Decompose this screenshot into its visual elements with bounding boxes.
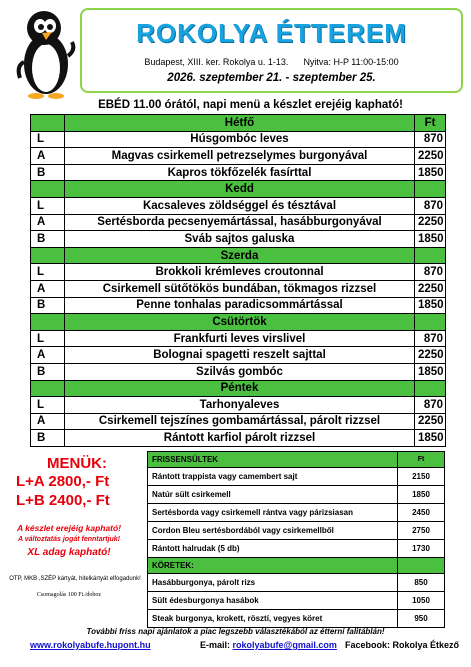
menu-dish: Sváb sajtos galuska: [65, 231, 415, 248]
menu-code: B: [31, 430, 65, 447]
menu-item-row: [31, 164, 446, 181]
menu-code: B: [31, 231, 65, 248]
section-title: KÖRETEK:: [148, 558, 398, 574]
day-header-row: [31, 181, 446, 198]
side-price: 1730: [398, 540, 445, 558]
menu-item-row: [31, 214, 446, 231]
day-name: Szerda: [65, 247, 415, 264]
email-link[interactable]: rokolyabufe@gmail.com: [232, 640, 337, 650]
side-price: 850: [398, 574, 445, 592]
side-item-row: [148, 468, 445, 486]
menu-price: 1850: [415, 164, 446, 181]
menu-dish: Frankfurti leves virslivel: [65, 330, 415, 347]
menu-price: 870: [415, 197, 446, 214]
menu-price: 870: [415, 397, 446, 414]
menu-item-row: [31, 330, 446, 347]
menu-dish: Húsgombóc leves: [65, 131, 415, 148]
menu-dish: Csirkemell tejszínes gombamártással, párolt rizzsel: [65, 413, 415, 430]
section-price-header: [398, 558, 445, 574]
day-header-spacer: [31, 380, 65, 397]
menu-price: 2250: [415, 347, 446, 364]
menu-price: 2250: [415, 280, 446, 297]
day-price-header: [415, 380, 446, 397]
side-price: 2450: [398, 504, 445, 522]
menu-dish: Rántott karfiol párolt rizzsel: [65, 430, 415, 447]
side-dish: Natúr sült csirkemell: [148, 486, 398, 504]
day-header-row: [31, 115, 446, 132]
menu-code: L: [31, 330, 65, 347]
day-name: Kedd: [65, 181, 415, 198]
side-price: 1850: [398, 486, 445, 504]
menu-item-row: [31, 363, 446, 380]
menu-dish: Penne tonhalas paradicsommártással: [65, 297, 415, 314]
side-dish: Cordon Bleu sertésbordából vagy csirkemellből: [148, 522, 398, 540]
cards-note: OTP, MKB ,SZÉP kártyát, hitelkártyát elfogadunk!: [9, 576, 141, 582]
menu-dish: Sertésborda pecsenyemártással, hasábburgonyával: [65, 214, 415, 231]
side-item-row: [148, 610, 445, 628]
facebook-info: Facebook: Rokolya Étkező: [345, 640, 460, 650]
menu-item-row: [31, 297, 446, 314]
menu-code: L: [31, 197, 65, 214]
day-header-spacer: [31, 247, 65, 264]
menu-code: A: [31, 413, 65, 430]
day-name: Hétfő: [65, 115, 415, 132]
address: Budapest, XIII. ker. Rokolya u. 1-13.: [144, 57, 289, 67]
menu-dish: Kapros tökfőzelék fasírttal: [65, 164, 415, 181]
day-name: Csütörtök: [65, 314, 415, 331]
section-price-header: Ft: [398, 452, 445, 468]
side-dish: Steak burgonya, krokett, rösztí, vegyes köret: [148, 610, 398, 628]
menu-item-row: [31, 347, 446, 364]
stock-note: A készlet erejéig kapható!: [16, 523, 122, 533]
side-price: 2150: [398, 468, 445, 486]
side-item-row: [148, 592, 445, 610]
side-item-row: [148, 540, 445, 558]
side-dish: Rántott trappista vagy camembert sajt: [148, 468, 398, 486]
lunch-note: EBÉD 11.00 órától, napi menü a készlet erejéig kapható!: [98, 99, 403, 111]
menu-price: 870: [415, 330, 446, 347]
menu-item-row: [31, 131, 446, 148]
menu-combo-la: L+A 2800,- Ft: [16, 473, 110, 490]
day-price-header: [415, 247, 446, 264]
menu-code: B: [31, 164, 65, 181]
day-header-row: [31, 247, 446, 264]
week-dates: 2026. szeptember 21. - szeptember 25.: [167, 72, 376, 84]
xl-note: XL adag kapható!: [27, 547, 111, 558]
menu-price: 2250: [415, 214, 446, 231]
menu-item-row: [31, 231, 446, 248]
day-header-row: [31, 380, 446, 397]
menu-price: 2250: [415, 413, 446, 430]
menu-item-row: [31, 280, 446, 297]
daily-menu-table: [30, 114, 446, 447]
section-header-row: [148, 558, 445, 574]
menu-item-row: [31, 397, 446, 414]
menu-price: 1850: [415, 363, 446, 380]
menu-price: 1850: [415, 430, 446, 447]
menu-item-row: [31, 430, 446, 447]
day-price-header: [415, 314, 446, 331]
side-item-row: [148, 574, 445, 592]
side-item-row: [148, 486, 445, 504]
menu-item-row: [31, 197, 446, 214]
side-price: 1050: [398, 592, 445, 610]
menu-dish: Szilvás gombóc: [65, 363, 415, 380]
side-dish: Sült édesburgonya hasábok: [148, 592, 398, 610]
sides-table: [147, 451, 445, 628]
penguin-mascot-icon: [14, 6, 78, 102]
menu-item-row: [31, 413, 446, 430]
menu-price: 870: [415, 131, 446, 148]
side-price: 2750: [398, 522, 445, 540]
menu-code: L: [31, 264, 65, 281]
menu-code: A: [31, 347, 65, 364]
menu-price: 1850: [415, 297, 446, 314]
menu-dish: Magvas csirkemell petrezselymes burgonyával: [65, 148, 415, 165]
menu-code: A: [31, 148, 65, 165]
rights-note: A változtatás jogát fenntartjuk!: [17, 536, 121, 543]
day-price-header: [415, 181, 446, 198]
section-title: FRISSENSÜLTEK: [148, 452, 398, 468]
menu-code: A: [31, 280, 65, 297]
day-header-spacer: [31, 181, 65, 198]
day-price-header: Ft: [415, 115, 446, 132]
day-name: Péntek: [65, 380, 415, 397]
side-dish: Sertésborda vagy csirkemell rántva vagy párizsiasan: [148, 504, 398, 522]
restaurant-title: ROKOLYA ÉTTEREM: [136, 18, 407, 48]
menu-price: 1850: [415, 231, 446, 248]
menu-item-row: [31, 148, 446, 165]
menu-dish: Kacsaleves zöldséggel és tésztával: [65, 197, 415, 214]
email-label: E-mail:: [200, 640, 231, 650]
menu-combo-lb: L+B 2400,- Ft: [16, 492, 110, 509]
menu-dish: Bolognai spagetti reszelt sajttal: [65, 347, 415, 364]
menu-price: 2250: [415, 148, 446, 165]
footer-note: További friss napi ajánlatok a piac legszebb választékából az étterni falitáblán!: [86, 627, 385, 636]
opening-hours: Nyitva: H-P 11:00-15:00: [303, 57, 399, 67]
menu-code: B: [31, 297, 65, 314]
menu-code: B: [31, 363, 65, 380]
menu-dish: Brokkoli krémleves croutonnal: [65, 264, 415, 281]
menu-code: A: [31, 214, 65, 231]
menu-item-row: [31, 264, 446, 281]
day-header-spacer: [31, 115, 65, 132]
menus-title: MENÜK:: [47, 455, 107, 472]
day-header-row: [31, 314, 446, 331]
side-item-row: [148, 522, 445, 540]
menu-price: 870: [415, 264, 446, 281]
header-box: [80, 8, 463, 93]
side-dish: Rántott halrudak (5 db): [148, 540, 398, 558]
packaging-note: Csomagolás 100 Ft./doboz: [36, 592, 102, 598]
side-price: 950: [398, 610, 445, 628]
menu-dish: Csirkemell sütőtökös bundában, tökmagos rizzsel: [65, 280, 415, 297]
section-header-row: [148, 452, 445, 468]
menu-code: L: [31, 131, 65, 148]
side-dish: Hasábburgonya, párolt rizs: [148, 574, 398, 592]
menu-code: L: [31, 397, 65, 414]
day-header-spacer: [31, 314, 65, 331]
address-line: [82, 57, 461, 67]
menu-dish: Tarhonyaleves: [65, 397, 415, 414]
side-item-row: [148, 504, 445, 522]
website-link[interactable]: www.rokolyabufe.hupont.hu: [30, 640, 151, 650]
